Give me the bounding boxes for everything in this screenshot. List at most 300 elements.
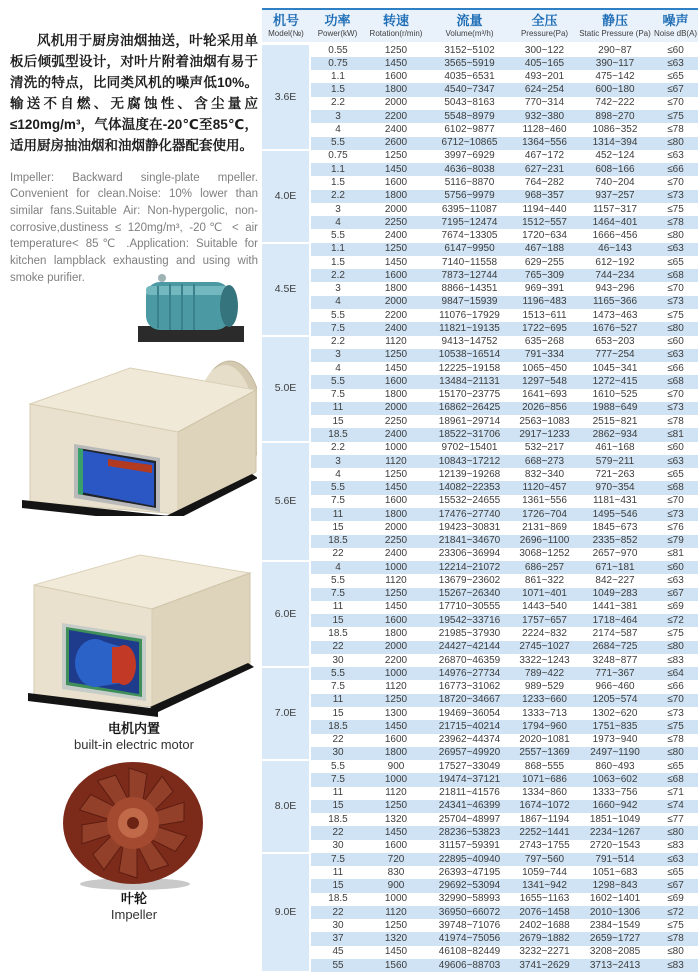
rotation-cell: 2400 — [384, 230, 408, 242]
pressure-cell: 2026~856 — [512, 402, 577, 415]
table-row — [262, 269, 698, 282]
rotation-cell: 1800 — [365, 190, 427, 203]
rotation-cell: 1450 — [365, 481, 427, 494]
rotation-cell: 1450 — [365, 57, 427, 70]
volume-cell: 5756~9979 — [427, 190, 512, 203]
volume-cell: 13484~21131 — [427, 375, 512, 388]
power-cell: 30 — [332, 654, 344, 666]
rotation-cell: 1800 — [384, 389, 408, 401]
column-header-en: Volume(m³/h) — [445, 28, 494, 38]
static-pressure-cell: 475~142 — [595, 70, 635, 82]
rotation-cell: 1000 — [365, 667, 427, 680]
rotation-cell: 1120 — [385, 336, 407, 348]
pressure-cell: 1722~695 — [512, 322, 577, 335]
table-row — [262, 521, 698, 534]
pressure-cell: 686~257 — [512, 561, 577, 574]
pressure-cell: 2563~1083 — [519, 415, 570, 427]
column-header-en: Noise dB(A) — [653, 28, 698, 38]
volume-cell: 26870~46359 — [438, 654, 501, 666]
rotation-cell: 1560 — [365, 959, 427, 972]
noise-cell: ≤70 — [667, 176, 684, 188]
noise-cell: ≤65 — [667, 256, 684, 268]
pressure-cell: 3232~2271 — [519, 946, 570, 958]
volume-cell: 4636~8038 — [427, 163, 512, 176]
volume-cell: 8866~14351 — [441, 283, 498, 295]
static-pressure-cell: 579~211 — [577, 455, 653, 468]
column-header-zh: 噪声 — [662, 13, 689, 28]
impeller-photo — [55, 760, 210, 892]
power-cell: 4 — [310, 561, 365, 574]
power-cell: 15 — [310, 800, 365, 813]
noise-cell: ≤75 — [653, 720, 698, 733]
motor-caption-en: built-in electric motor — [74, 737, 194, 753]
noise-cell: ≤63 — [653, 853, 698, 866]
pressure-cell: 868~555 — [524, 760, 565, 772]
table-row — [262, 548, 698, 561]
volume-cell: 32990~58993 — [438, 893, 501, 905]
volume-cell: 21715~40214 — [427, 720, 512, 733]
noise-cell: ≤63 — [667, 150, 684, 162]
power-cell: 5.5 — [331, 760, 345, 772]
power-cell: 3 — [310, 110, 365, 123]
table-row — [262, 336, 698, 349]
static-pressure-cell: 791~514 — [577, 853, 653, 866]
noise-cell: ≤68 — [653, 375, 698, 388]
noise-cell: ≤80 — [653, 747, 698, 760]
power-cell: 0.75 — [328, 150, 348, 162]
table-row — [262, 415, 698, 428]
noise-cell: ≤83 — [667, 654, 684, 666]
pressure-cell: 765~309 — [512, 269, 577, 282]
static-pressure-cell: 943~296 — [595, 283, 635, 295]
static-pressure-cell: 1845~673 — [592, 521, 638, 533]
static-pressure-cell: 2515~821 — [592, 415, 638, 427]
impeller-caption — [10, 891, 258, 924]
pressure-cell: 1065~450 — [522, 362, 567, 374]
volume-cell: 10843~17212 — [427, 455, 512, 468]
noise-cell: ≤70 — [667, 283, 684, 295]
pressure-cell: 532~217 — [524, 442, 565, 454]
volume-cell: 13679~23602 — [438, 574, 501, 586]
noise-cell: ≤80 — [653, 826, 698, 839]
noise-cell: ≤81 — [653, 428, 698, 441]
volume-cell: 4540~7347 — [427, 83, 512, 96]
model-cell: 9.0E — [262, 853, 310, 972]
static-pressure-cell: 2384~1549 — [589, 919, 641, 931]
power-cell: 4 — [335, 123, 341, 135]
noise-cell: ≤60 — [653, 561, 698, 574]
pressure-cell: 1128~460 — [522, 123, 567, 135]
static-pressure-cell: 1973~940 — [592, 734, 638, 746]
table-row — [262, 667, 698, 680]
table-row — [262, 574, 698, 587]
rotation-cell: 1450 — [384, 946, 408, 958]
power-cell: 11 — [310, 508, 365, 521]
power-cell: 3 — [310, 455, 365, 468]
static-pressure-cell: 2234~1267 — [577, 826, 653, 839]
volume-cell: 15532~24655 — [438, 495, 501, 507]
noise-cell: ≤65 — [667, 468, 684, 480]
motor-caption-zh: 电机内置 — [107, 721, 160, 736]
table-row — [262, 535, 698, 548]
volume-cell: 41974~75056 — [427, 932, 512, 945]
rotation-cell: 2000 — [365, 402, 427, 415]
volume-cell: 7674~13305 — [441, 230, 498, 242]
noise-cell: ≤63 — [653, 349, 698, 362]
rotation-cell: 1250 — [365, 349, 427, 362]
power-cell: 1.5 — [331, 256, 345, 268]
static-pressure-cell: 1272~415 — [577, 375, 653, 388]
volume-cell: 23962~44374 — [438, 734, 501, 746]
table-row — [262, 137, 698, 150]
pressure-cell: 2131~869 — [522, 521, 567, 533]
table-row — [262, 256, 698, 269]
pressure-cell: 2557~1369 — [512, 747, 577, 760]
power-cell: 2.2 — [331, 336, 345, 348]
rotation-cell: 1320 — [365, 932, 427, 945]
noise-cell: ≤71 — [667, 787, 684, 799]
pressure-cell: 797~560 — [512, 853, 577, 866]
rotation-cell: 1600 — [384, 734, 408, 746]
static-pressure-cell: 1660~942 — [577, 800, 653, 813]
model-cell: 4.0E — [262, 150, 310, 243]
volume-cell: 16862~26425 — [427, 402, 512, 415]
noise-cell: ≤80 — [667, 230, 684, 242]
column-header-en: Static Pressure (Pa) — [579, 28, 651, 38]
power-cell: 0.75 — [310, 57, 365, 70]
pressure-cell: 624~254 — [512, 83, 577, 96]
power-cell: 1.1 — [331, 70, 345, 82]
noise-cell: ≤74 — [653, 800, 698, 813]
table-row — [262, 57, 698, 70]
pressure-cell: 627~231 — [512, 163, 577, 176]
noise-cell: ≤79 — [653, 535, 698, 548]
volume-cell: 36950~66072 — [427, 906, 512, 919]
pressure-cell: 635~268 — [524, 336, 565, 348]
volume-cell: 21985~37930 — [438, 628, 501, 639]
pressure-cell: 1196~483 — [512, 296, 577, 309]
volume-cell: 14082~22353 — [427, 481, 512, 494]
static-pressure-cell: 740~204 — [595, 176, 635, 188]
table-row — [262, 853, 698, 866]
pressure-cell: 791~334 — [512, 349, 577, 362]
power-cell: 1.5 — [310, 83, 365, 96]
noise-cell: ≤83 — [653, 959, 698, 972]
volume-cell: 26957~49920 — [427, 747, 512, 760]
power-cell: 15 — [332, 521, 344, 533]
left-column — [10, 0, 258, 298]
volume-cell: 10538~16514 — [427, 349, 512, 362]
pressure-cell: 1794~960 — [512, 720, 577, 733]
volume-cell: 5043~8163 — [444, 97, 495, 109]
noise-cell: ≤67 — [653, 83, 698, 96]
table-row — [262, 163, 698, 176]
table-row — [262, 840, 698, 853]
static-pressure-cell: 1751~835 — [577, 720, 653, 733]
rotation-cell: 1000 — [384, 442, 408, 454]
noise-cell: ≤66 — [653, 163, 698, 176]
column-header-zh: 机号 — [272, 13, 299, 28]
model-cell: 8.0E — [262, 760, 310, 853]
noise-cell: ≤73 — [653, 296, 698, 309]
column-header-en: Rotation(r/min) — [369, 28, 423, 38]
rotation-cell: 1320 — [384, 813, 408, 825]
rotation-cell: 1250 — [384, 919, 408, 931]
table-row — [262, 919, 698, 932]
power-cell: 5.5 — [331, 574, 345, 586]
impeller-caption-zh: 叶轮 — [120, 891, 147, 906]
volume-cell: 11076~17929 — [439, 309, 500, 321]
table-row — [262, 481, 698, 494]
rotation-cell: 2400 — [384, 548, 408, 560]
box-fan-illustration — [12, 543, 257, 721]
pressure-cell: 1512~557 — [512, 216, 577, 229]
pressure-cell: 1071~401 — [512, 588, 577, 601]
noise-cell: ≤65 — [667, 760, 684, 772]
column-header-3 — [427, 9, 512, 44]
power-cell: 22 — [332, 548, 344, 560]
noise-cell: ≤70 — [667, 389, 684, 401]
noise-cell: ≤68 — [653, 481, 698, 494]
table-row — [262, 455, 698, 468]
table-row — [262, 83, 698, 96]
column-header-zh: 全压 — [531, 13, 558, 28]
noise-cell: ≤70 — [667, 495, 684, 507]
volume-cell: 12214~21072 — [427, 561, 512, 574]
rotation-cell: 1250 — [365, 694, 427, 707]
pressure-cell: 968~357 — [512, 190, 577, 203]
fan-unit-illustration — [12, 266, 257, 516]
noise-cell: ≤66 — [667, 362, 684, 374]
noise-cell: ≤68 — [653, 269, 698, 282]
power-cell: 2.2 — [310, 190, 365, 203]
static-pressure-cell: 1314~394 — [577, 137, 653, 150]
pressure-cell: 1726~704 — [512, 508, 577, 521]
static-pressure-cell: 1666~456 — [592, 230, 638, 242]
noise-cell: ≤63 — [653, 57, 698, 70]
power-cell: 7.5 — [310, 322, 365, 335]
table-row — [262, 495, 698, 508]
static-pressure-cell: 1063~602 — [577, 773, 653, 786]
noise-cell: ≤80 — [653, 137, 698, 150]
volume-cell: 24427~42144 — [427, 641, 512, 654]
pressure-cell: 861~322 — [524, 574, 565, 586]
noise-cell: ≤70 — [667, 97, 684, 109]
pressure-cell: 764~282 — [524, 176, 565, 188]
volume-cell: 15267~26340 — [427, 588, 512, 601]
power-cell: 2.2 — [331, 442, 345, 454]
static-pressure-cell: 937~257 — [577, 190, 653, 203]
pressure-cell: 789~422 — [512, 667, 577, 680]
description-english: Impeller: Backward single-plate mpeller. Convenient for clean.Noise: 10% lower than similar fans.Suitable Air: Non-hypergolic, non-corrosive,dustiness ≤ 120mg/m³, -20℃ < air temperature< 85℃ .Application: Suitable for kitchen lampblack exhausting and using with smoke purifier. — [10, 171, 258, 284]
static-pressure-cell: 3248~877 — [592, 654, 638, 666]
rotation-cell: 1600 — [365, 375, 427, 388]
table-row — [262, 508, 698, 521]
table-row — [262, 826, 698, 839]
pressure-cell: 3322~1243 — [519, 654, 570, 666]
table-row — [262, 959, 698, 972]
volume-cell: 6395~11087 — [441, 203, 498, 215]
power-cell: 22 — [310, 826, 365, 839]
noise-cell: ≤80 — [653, 641, 698, 654]
pressure-cell: 832~340 — [524, 468, 565, 480]
volume-cell: 3565~5919 — [427, 57, 512, 70]
noise-cell: ≤75 — [667, 628, 684, 639]
noise-cell: ≤60 — [667, 336, 684, 348]
volume-cell: 18961~29714 — [438, 415, 501, 427]
power-cell: 1.5 — [331, 176, 345, 188]
power-cell: 3 — [335, 203, 341, 215]
spec-table-body — [262, 44, 698, 973]
rotation-cell: 1000 — [365, 561, 427, 574]
column-header-0 — [262, 9, 310, 44]
table-row — [262, 707, 698, 720]
pressure-cell: 1757~657 — [512, 614, 577, 627]
static-pressure-cell: 1610~525 — [592, 389, 638, 401]
table-row — [262, 309, 698, 322]
static-pressure-cell: 390~117 — [577, 57, 653, 70]
power-cell: 0.55 — [328, 45, 348, 57]
noise-cell: ≤78 — [667, 415, 684, 427]
model-cell: 5.6E — [262, 442, 310, 561]
volume-cell: 6712~10865 — [427, 137, 512, 150]
volume-cell: 4035~6531 — [444, 70, 495, 82]
impeller-caption-en: Impeller — [110, 907, 158, 923]
power-cell: 7.5 — [331, 495, 345, 507]
rotation-cell: 2250 — [365, 535, 427, 548]
power-cell: 1.1 — [310, 243, 365, 256]
noise-cell: ≤64 — [653, 667, 698, 680]
power-cell: 5.5 — [310, 667, 365, 680]
table-row — [262, 561, 698, 574]
table-row — [262, 402, 698, 415]
noise-cell: ≤76 — [667, 521, 684, 533]
static-pressure-cell: 1051~683 — [592, 866, 638, 878]
pressure-cell: 1361~556 — [522, 495, 567, 507]
table-row — [262, 654, 698, 667]
pressure-cell: 1655~1163 — [519, 893, 570, 905]
pressure-cell: 1443~540 — [522, 601, 567, 613]
static-pressure-cell: 2497~1190 — [577, 747, 653, 760]
static-pressure-cell: 1988~649 — [577, 402, 653, 415]
power-cell: 5.5 — [310, 137, 365, 150]
power-cell: 4 — [310, 216, 365, 229]
power-cell: 7.5 — [310, 588, 365, 601]
table-row — [262, 906, 698, 919]
rotation-cell: 2250 — [365, 216, 427, 229]
static-pressure-cell: 860~493 — [595, 760, 635, 772]
pressure-cell: 467~188 — [512, 243, 577, 256]
rotation-cell: 720 — [365, 853, 427, 866]
static-pressure-cell: 608~166 — [577, 163, 653, 176]
power-cell: 11 — [332, 787, 344, 799]
table-row — [262, 614, 698, 627]
pressure-cell: 1364~556 — [512, 137, 577, 150]
table-row — [262, 760, 698, 773]
static-pressure-cell: 1495~546 — [577, 508, 653, 521]
power-cell: 2.2 — [310, 269, 365, 282]
power-cell: 30 — [310, 747, 365, 760]
table-row — [262, 787, 698, 800]
volume-cell: 22895~40940 — [427, 853, 512, 866]
volume-cell: 19542~33716 — [427, 614, 512, 627]
table-row — [262, 296, 698, 309]
volume-cell: 21841~34670 — [427, 535, 512, 548]
static-pressure-cell: 2335~852 — [577, 535, 653, 548]
rotation-cell: 2600 — [365, 137, 427, 150]
table-row — [262, 734, 698, 747]
power-cell: 18.5 — [310, 428, 365, 441]
static-pressure-cell: 970~354 — [577, 481, 653, 494]
static-pressure-cell: 1157~317 — [592, 203, 638, 215]
static-pressure-cell: 1205~574 — [577, 694, 653, 707]
table-row — [262, 44, 698, 57]
table-row — [262, 389, 698, 402]
volume-cell: 31157~59391 — [439, 840, 500, 852]
table-row — [262, 866, 698, 879]
pressure-cell: 1513~611 — [522, 309, 567, 321]
static-pressure-cell: 1441~381 — [592, 601, 638, 613]
pressure-cell: 1071~686 — [512, 773, 577, 786]
noise-cell: ≤60 — [667, 442, 684, 454]
rotation-cell: 1600 — [384, 840, 408, 852]
static-pressure-cell: 1181~431 — [592, 495, 638, 507]
table-row — [262, 680, 698, 693]
noise-cell: ≤81 — [667, 548, 684, 560]
rotation-cell: 2250 — [384, 415, 408, 427]
static-pressure-cell: 2657~970 — [592, 548, 638, 560]
static-pressure-cell: 2720~1543 — [589, 840, 641, 852]
volume-cell: 19469~36054 — [438, 707, 501, 719]
power-cell: 15 — [332, 415, 344, 427]
noise-cell: ≤63 — [653, 243, 698, 256]
static-pressure-cell: 671~181 — [577, 561, 653, 574]
pressure-cell: 493~201 — [524, 70, 565, 82]
column-header-5 — [577, 9, 653, 44]
rotation-cell: 2200 — [384, 309, 408, 321]
static-pressure-cell: 742~222 — [595, 97, 635, 109]
table-row — [262, 800, 698, 813]
static-pressure-cell: 1333~756 — [592, 787, 638, 799]
noise-cell: ≤73 — [653, 190, 698, 203]
power-cell: 18.5 — [328, 893, 348, 905]
volume-cell: 26393~47195 — [438, 866, 501, 878]
table-row — [262, 468, 698, 481]
rotation-cell: 900 — [365, 879, 427, 892]
rotation-cell: 830 — [387, 866, 405, 878]
pressure-cell: 467~172 — [524, 150, 565, 162]
rotation-cell: 1450 — [365, 163, 427, 176]
static-pressure-cell: 452~124 — [595, 150, 635, 162]
rotation-cell: 1120 — [365, 455, 427, 468]
power-cell: 15 — [310, 614, 365, 627]
volume-cell: 6102~9877 — [444, 123, 495, 135]
volume-cell: 5548~8979 — [427, 110, 512, 123]
pressure-cell: 3741~2629 — [512, 959, 577, 972]
table-row — [262, 601, 698, 614]
noise-cell: ≤69 — [667, 601, 684, 613]
power-cell: 3 — [310, 349, 365, 362]
pressure-cell: 300~122 — [524, 45, 565, 57]
noise-cell: ≤75 — [667, 919, 684, 931]
noise-cell: ≤60 — [667, 45, 684, 57]
volume-cell: 5116~8870 — [444, 176, 495, 188]
table-row — [262, 428, 698, 441]
volume-cell: 3152~5102 — [444, 45, 495, 57]
volume-cell: 49606~88703 — [427, 959, 512, 972]
volume-cell: 3997~6929 — [444, 150, 495, 162]
table-row — [262, 694, 698, 707]
